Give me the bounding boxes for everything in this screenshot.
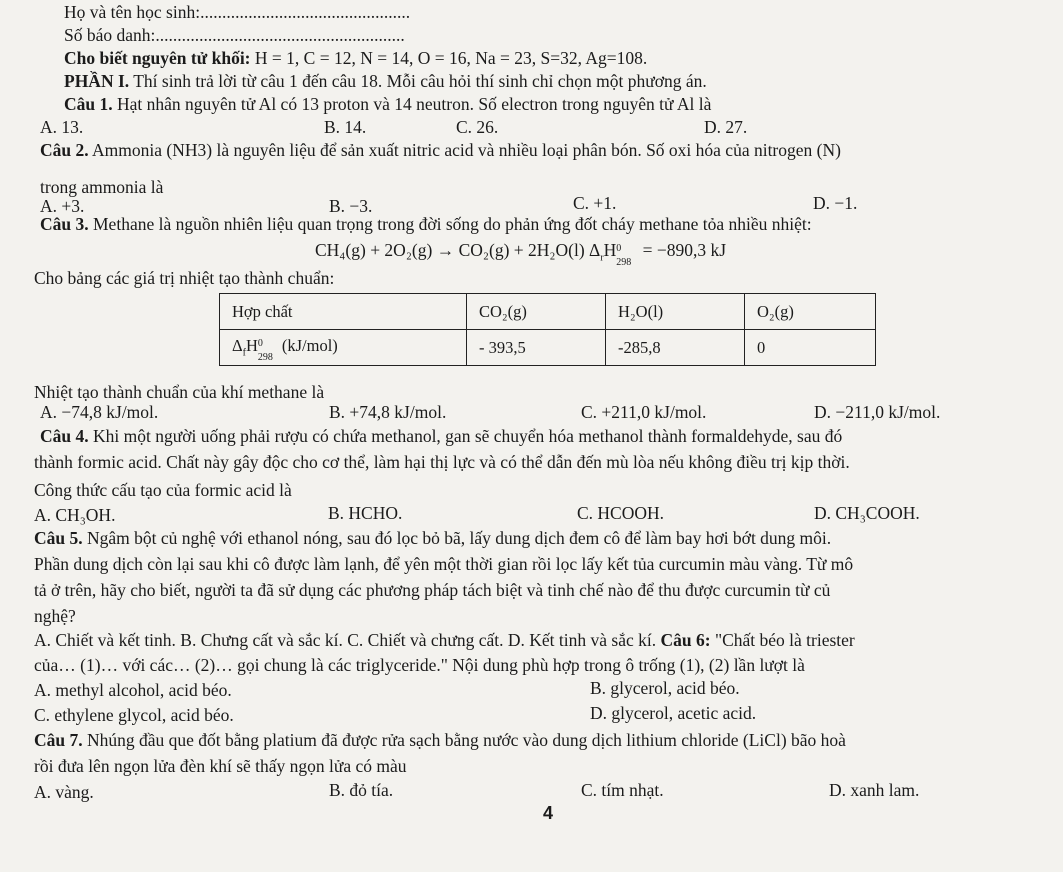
q1-stem [64, 94, 711, 115]
q2-option-d: D. −1. [813, 193, 858, 213]
q2-option-a: A. +3. [40, 196, 85, 216]
q4-label: Câu 4. [40, 426, 89, 446]
q6-text: "Chất béo là triester [714, 630, 855, 650]
q3-table-intro: Cho bảng các giá trị nhiệt tạo thành chuẩn: [34, 268, 335, 288]
table-cell-o2: 0 [745, 330, 876, 366]
part1-line [64, 71, 707, 92]
table-cell-co2: - 393,5 [467, 330, 606, 366]
q5-stem-3: tả ở trên, hãy cho biết, người ta đã sử dụng các phương pháp tách biệt và tinh chế nào để thu được curcumin từ củ [34, 580, 831, 600]
q2-option-c: C. +1. [573, 193, 617, 213]
id-label: Số báo danh: [64, 25, 156, 45]
q4-stem [40, 426, 842, 447]
table-row-label: $\Delta_fH$ 0 298 (kJ/mol) [220, 330, 467, 366]
table-header-row [220, 294, 876, 330]
equation-value: = −890,3 kJ [642, 240, 727, 260]
q6-option-c: C. ethylene glycol, acid béo. [34, 705, 234, 725]
q7-stem [34, 730, 846, 751]
q2-label: Câu 2. [40, 140, 89, 160]
table-header-h2o: H₂O(l) [606, 294, 745, 330]
q3-label: Câu 3. [40, 214, 89, 234]
equation-reaction: CH₄(g) + 2O₂(g) → CO₂(g) + 2H₂O(l) Δ [315, 240, 601, 260]
q1-label: Câu 1. [64, 94, 113, 114]
q7-label: Câu 7. [34, 730, 83, 750]
q4-option-d: D. CH₃COOH. [814, 503, 920, 523]
q2-stem-2: trong ammonia là [40, 177, 164, 197]
q3-option-a: A. −74,8 kJ/mol. [40, 402, 159, 422]
q2-option-b: B. −3. [329, 196, 373, 216]
q4-option-b: B. HCHO. [328, 503, 403, 523]
q4-option-a: A. CH₃OH. [34, 505, 116, 525]
part1-title: PHẦN I. [64, 71, 130, 91]
q3-text: Methane là nguồn nhiên liệu quan trọng trong đời sống do phản ứng đốt cháy methane tỏa nhiều nhiệt: [93, 214, 812, 234]
q7-text: Nhúng đầu que đốt bằng platium đã được rửa sạch bằng nước vào dung dịch lithium chloride (LiCl) bão hoà [87, 730, 846, 750]
q4-stem-2: thành formic acid. Chất này gây độc cho cơ thể, làm hại thị lực và có thể dẫn đến mù lòa nếu không điều trị kịp thời. [34, 452, 850, 472]
q1-option-b: B. 14. [324, 117, 367, 137]
q5-text: Ngâm bột củ nghệ với ethanol nóng, sau đó lọc bỏ bã, lấy dung dịch đem cô để làm bay hơi bớt dung môi. [87, 528, 832, 548]
table-cell-h2o: -285,8 [606, 330, 745, 366]
q3-stem [40, 214, 812, 235]
atomic-label: Cho biết nguyên tử khối: [64, 48, 251, 68]
q7-stem-2: rồi đưa lên ngọn lửa đèn khí sẽ thấy ngọn lửa có màu [34, 756, 407, 776]
atomic-values: H = 1, C = 12, N = 14, O = 16, Na = 23, S=32, Ag=108. [254, 48, 648, 68]
part1-instruction: Thí sinh trả lời từ câu 1 đến câu 18. Mỗi câu hỏi thí sinh chỉ chọn một phương án. [133, 71, 707, 91]
table-header-co2: CO₂(g) [467, 294, 606, 330]
q5-options: A. Chiết và kết tinh. B. Chưng cất và sắc kí. C. Chiết và chưng cất. D. Kết tinh và sắc kí. [34, 630, 657, 650]
name-label: Họ và tên học sinh: [64, 2, 201, 22]
q1-option-a: A. 13. [40, 117, 84, 137]
q7-option-a: A. vàng. [34, 782, 94, 802]
q5-label: Câu 5. [34, 528, 83, 548]
q3-option-d: D. −211,0 kJ/mol. [814, 402, 941, 422]
q6-option-d: D. glycerol, acetic acid. [590, 703, 757, 723]
q6-stem-2: của… (1)… với các… (2)… gọi chung là các triglyceride." Nội dung phù hợp trong ô trống (1), (2) lần lượt là [34, 655, 805, 675]
q3-option-c: C. +211,0 kJ/mol. [581, 402, 707, 422]
table-header-o2: O₂(g) [745, 294, 876, 330]
table-row-unit: (kJ/mol) [281, 336, 338, 356]
atomic-mass-line [64, 48, 647, 69]
q4-text: Khi một người uống phải rượu có chứa methanol, gan sẽ chuyển hóa methanol thành formaldehyde, sau đó [93, 426, 843, 446]
q4-option-c: C. HCOOH. [577, 503, 665, 523]
q6-option-b: B. glycerol, acid béo. [590, 678, 740, 698]
id-dots: ......................................................... [155, 25, 405, 45]
q2-text: Ammonia (NH3) là nguyên liệu để sản xuất nitric acid và nhiều loại phân bón. Số oxi hóa của nitrogen (N) [92, 140, 841, 160]
q1-option-d: D. 27. [704, 117, 748, 137]
table-header-compound: Hợp chất [220, 294, 467, 330]
q1-option-c: C. 26. [456, 117, 499, 137]
enthalpy-table [219, 293, 876, 366]
q6-option-a: A. methyl alcohol, acid béo. [34, 680, 232, 700]
q3-question: Nhiệt tạo thành chuẩn của khí methane là [34, 382, 325, 402]
q5-stem-4: nghệ? [34, 606, 76, 626]
name-line [64, 2, 410, 23]
q3-option-b: B. +74,8 kJ/mol. [329, 402, 447, 422]
q3-equation: CH₄(g) + 2O₂(g) → CO₂(g) + 2H₂O(l) $\Delta_rH$ 0 298 = −890,3 kJ [315, 240, 727, 268]
q5-stem [34, 528, 831, 549]
q4-stem-3: Công thức cấu tạo của formic acid là [34, 480, 292, 500]
q7-option-b: B. đỏ tía. [329, 780, 394, 800]
q2-stem [40, 140, 841, 161]
page-number: 4 [543, 803, 554, 823]
q7-option-c: C. tím nhạt. [581, 780, 664, 800]
q6-label: Câu 6: [660, 630, 711, 650]
q5-stem-2: Phần dung dịch còn lại sau khi cô được làm lạnh, để yên một thời gian rồi lọc lấy kết tủa curcumin màu vàng. Từ mô [34, 554, 854, 574]
q1-text: Hạt nhân nguyên tử Al có 13 proton và 14 neutron. Số electron trong nguyên tử Al là [117, 94, 712, 114]
q7-option-d: D. xanh lam. [829, 780, 920, 800]
name-dots: ................................................ [200, 2, 411, 22]
q5-options-q6-line [34, 630, 855, 651]
table-row [220, 330, 876, 366]
id-line [64, 25, 405, 46]
